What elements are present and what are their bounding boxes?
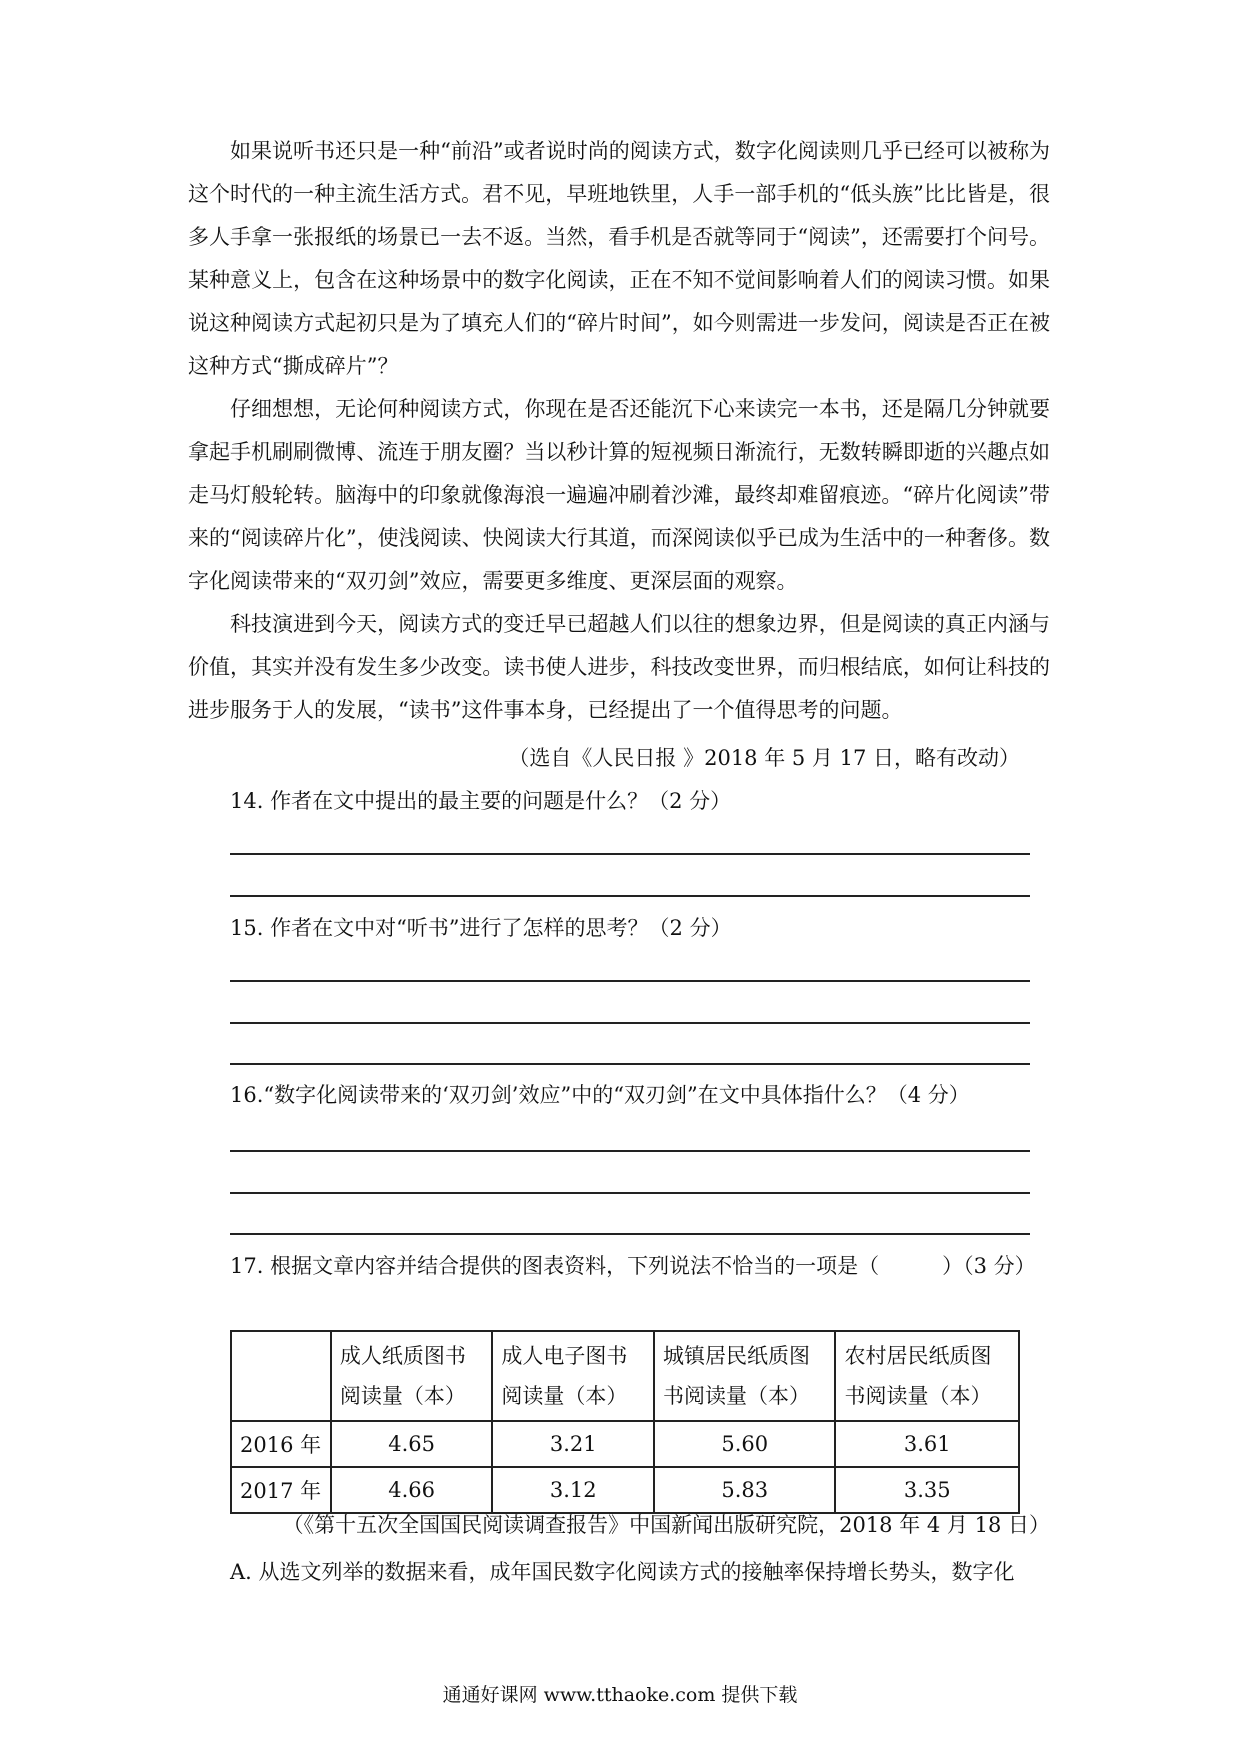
table-cell: 4.65: [331, 1421, 493, 1467]
option-a: A. 从选文列举的数据来看，成年国民数字化阅读方式的接触率保持增长势头，数字化: [230, 1560, 1015, 1584]
table-header-cell: [231, 1331, 331, 1421]
page-footer: 通通好课网 www.tthaoke.com 提供下载: [442, 1684, 798, 1706]
table-cell: 3.35: [835, 1467, 1019, 1513]
question-16: 16.“数字化阅读带来的‘双刃剑’效应”中的“双刃剑”在文中具体指什么？（4 分）: [230, 1083, 970, 1107]
question-17: 17. 根据文章内容并结合提供的图表资料，下列说法不恰当的一项是（ ）（3 分）: [230, 1254, 1036, 1278]
table-header-cell: 成人电子图书阅读量（本）: [492, 1331, 654, 1421]
paragraph-2: 仔细想想，无论何种阅读方式，你现在是否还能沉下心来读完一本书，还是隔几分钟就要拿起手机刷刷微博、流连于朋友圈？当以秒计算的短视频日渐流行，无数转瞬即逝的兴趣点如走马灯般轮转。脑海中的印象就像海浪一遍遍冲刷着沙滩，最终却难留痕迹。“碎片化阅读”带来的“阅读碎片化”，使浅阅读、快阅读大行其道，而深阅读似乎已成为生活中的一种奢侈。数字化阅读带来的“双刃剑”效应，需要更多维度、更深层面的观察。: [188, 397, 1050, 593]
paragraph-3: 科技演进到今天，阅读方式的变迁早已超越人们以往的想象边界，但是阅读的真正内涵与价值，其实并没有发生多少改变。读书使人进步，科技改变世界，而归根结底，如何让科技的进步服务于人的发展，“读书”这件事本身，已经提出了一个值得思考的问题。: [188, 612, 1050, 722]
table-row: [231, 1421, 1019, 1467]
reading-data-table: [230, 1330, 1020, 1514]
table-cell: 3.61: [835, 1421, 1019, 1467]
table-header-row: [231, 1331, 1019, 1421]
paragraph-1: 如果说听书还只是一种“前沿”或者说时尚的阅读方式，数字化阅读则几乎已经可以被称为这个时代的一种主流生活方式。君不见，早班地铁里，人手一部手机的“低头族”比比皆是，很多人手拿一张报纸的场景已一去不返。当然，看手机是否就等同于“阅读”，还需要打个问号。某种意义上，包含在这种场景中的数字化阅读，正在不知不觉间影响着人们的阅读习惯。如果说这种阅读方式起初只是为了填充人们的“碎片时间”，如今则需进一步发问，阅读是否正在被这种方式“撕成碎片”？: [188, 139, 1050, 378]
table-cell: 5.83: [654, 1467, 835, 1513]
table-row: [231, 1467, 1019, 1513]
answer-line: [230, 1063, 1030, 1065]
answer-line: [230, 1022, 1030, 1024]
answer-line: [230, 980, 1030, 982]
article-source: （选自《人民日报 》2018 年 5 月 17 日，略有改动）: [508, 746, 1020, 770]
table-cell: 3.21: [492, 1421, 654, 1467]
answer-line: [230, 895, 1030, 897]
answer-line: [230, 853, 1030, 855]
table-cell: 3.12: [492, 1467, 654, 1513]
answer-line: [230, 1192, 1030, 1194]
answer-line: [230, 1233, 1030, 1235]
question-14: 14. 作者在文中提出的最主要的问题是什么？（2 分）: [230, 789, 732, 813]
table-header-cell: 农村居民纸质图书阅读量（本）: [835, 1331, 1019, 1421]
table-header-cell: 成人纸质图书阅读量（本）: [331, 1331, 493, 1421]
table-cell: 4.66: [331, 1467, 493, 1513]
table-cell: 5.60: [654, 1421, 835, 1467]
table-row-label: 2016 年: [231, 1421, 331, 1467]
question-15: 15. 作者在文中对“听书”进行了怎样的思考？（2 分）: [230, 916, 732, 940]
table-row-label: 2017 年: [231, 1467, 331, 1513]
table-source: （《第十五次全国国民阅读调查报告》中国新闻出版研究院，2018 年 4 月 18 日）: [282, 1513, 1050, 1537]
table-header-cell: 城镇居民纸质图书阅读量（本）: [654, 1331, 835, 1421]
answer-line: [230, 1150, 1030, 1152]
